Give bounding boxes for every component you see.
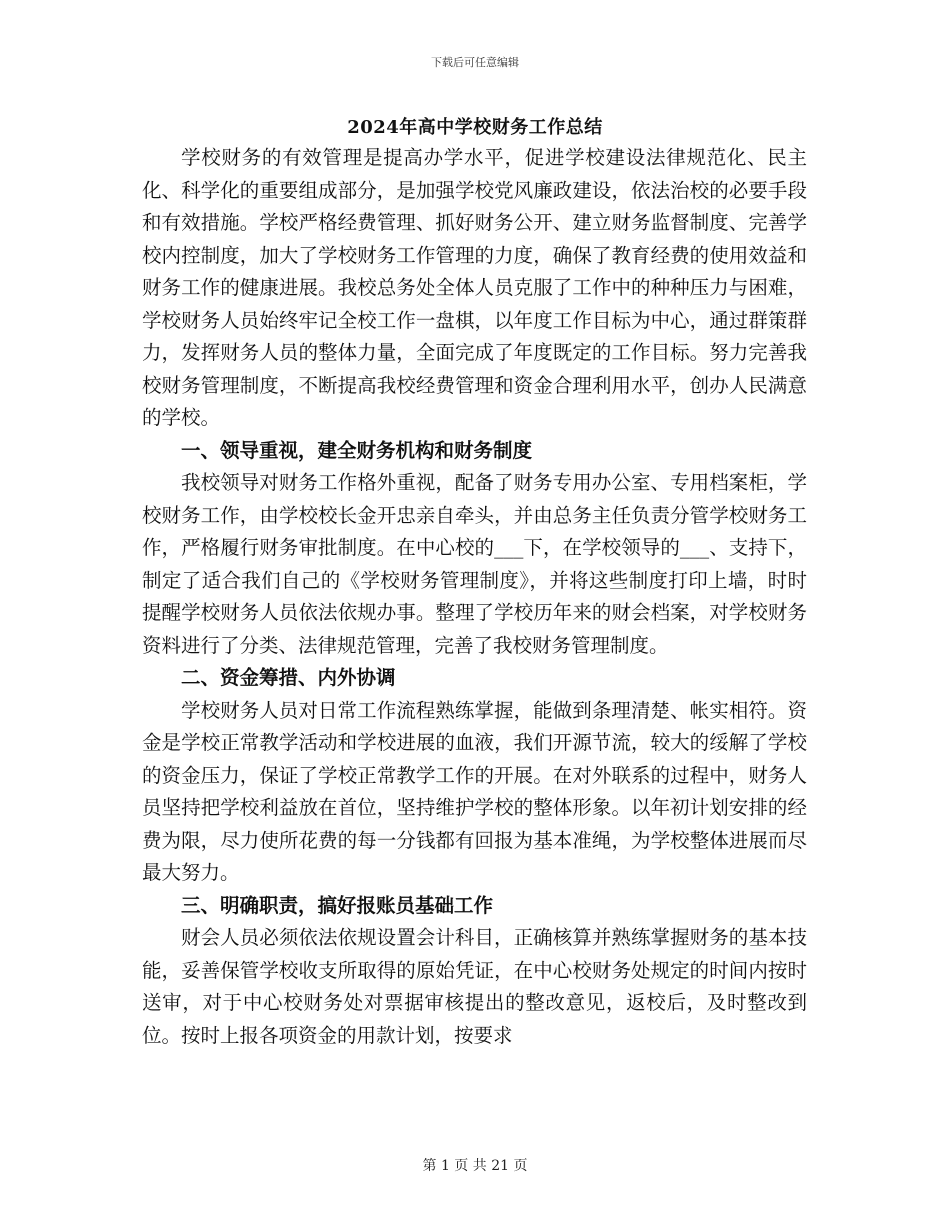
section-2-heading: 二、资金筹措、内外协调	[181, 666, 396, 689]
page-footer: 第 1 页 共 21 页	[422, 1158, 528, 1174]
header-note: 下载后可任意编辑	[431, 56, 519, 69]
section-1-heading: 一、领导重视，建全财务机构和财务制度	[181, 438, 533, 462]
section-3-paragraph: 财会人员必须依法依规设置会计科目，正确核算并熟练掌握财务的基本技能，妥善保管学校收支所取得的原始凭证，在中心校财务处规定的时间内按时送审，对于中心校财务处对票据审核提出的整改意见，返校后，及时整改到位。按时上报各项资金的用款计划，按要求	[142, 926, 807, 1047]
document-body	[142, 142, 807, 1052]
section-2-paragraph: 学校财务人员对日常工作流程熟练掌握，能做到条理清楚、帐实相符。资金是学校正常教学活动和学校进展的血液，我们开源节流，较大的绥解了学校的资金压力，保证了学校正常教学工作的开展。在对外联系的过程中，财务人员坚持把学校利益放在首位，坚持维护学校的整体形象。以年初计划安排的经费为限，尽力使所花费的每一分钱都有回报为基本准绳，为学校整体进展而尽最大努力。	[142, 698, 807, 884]
document-title: 2024年高中学校财务工作总结	[347, 117, 603, 138]
section-3-heading: 三、明确职责，搞好报账员基础工作	[181, 893, 494, 917]
section-1-paragraph: 我校领导对财务工作格外重视，配备了财务专用办公室、专用档案柜，学校财务工作，由学校校长金开忠亲自牵头，并由总务主任负责分管学校财务工作，严格履行财务审批制度。在中心校的___下，在学校领导的___、支持下，制定了适合我们自己的《学校财务管理制度》，并将这些制度打印上墙，时时提醒学校财务人员依法依规办事。整理了学校历年来的财会档案，对学校财务资料进行了分类、法律规范管理，完善了我校财务管理制度。	[142, 471, 807, 657]
intro-paragraph: 学校财务的有效管理是提高办学水平，促进学校建设法律规范化、民主化、科学化的重要组成部分，是加强学校党风廉政建设，依法治校的必要手段和有效措施。学校严格经费管理、抓好财务公开、建立财务监督制度、完善学校内控制度，加大了学校财务工作管理的力度，确保了教育经费的使用效益和财务工作的健康进展。我校总务处全体人员克服了工作中的种种压力与困难，学校财务人员始终牢记全校工作一盘棋，以年度工作目标为中心，通过群策群力，发挥财务人员的整体力量，全面完成了年度既定的工作目标。努力完善我校财务管理制度，不断提高我校经费管理和资金合理利用水平，创办人民满意的学校。	[142, 146, 807, 429]
